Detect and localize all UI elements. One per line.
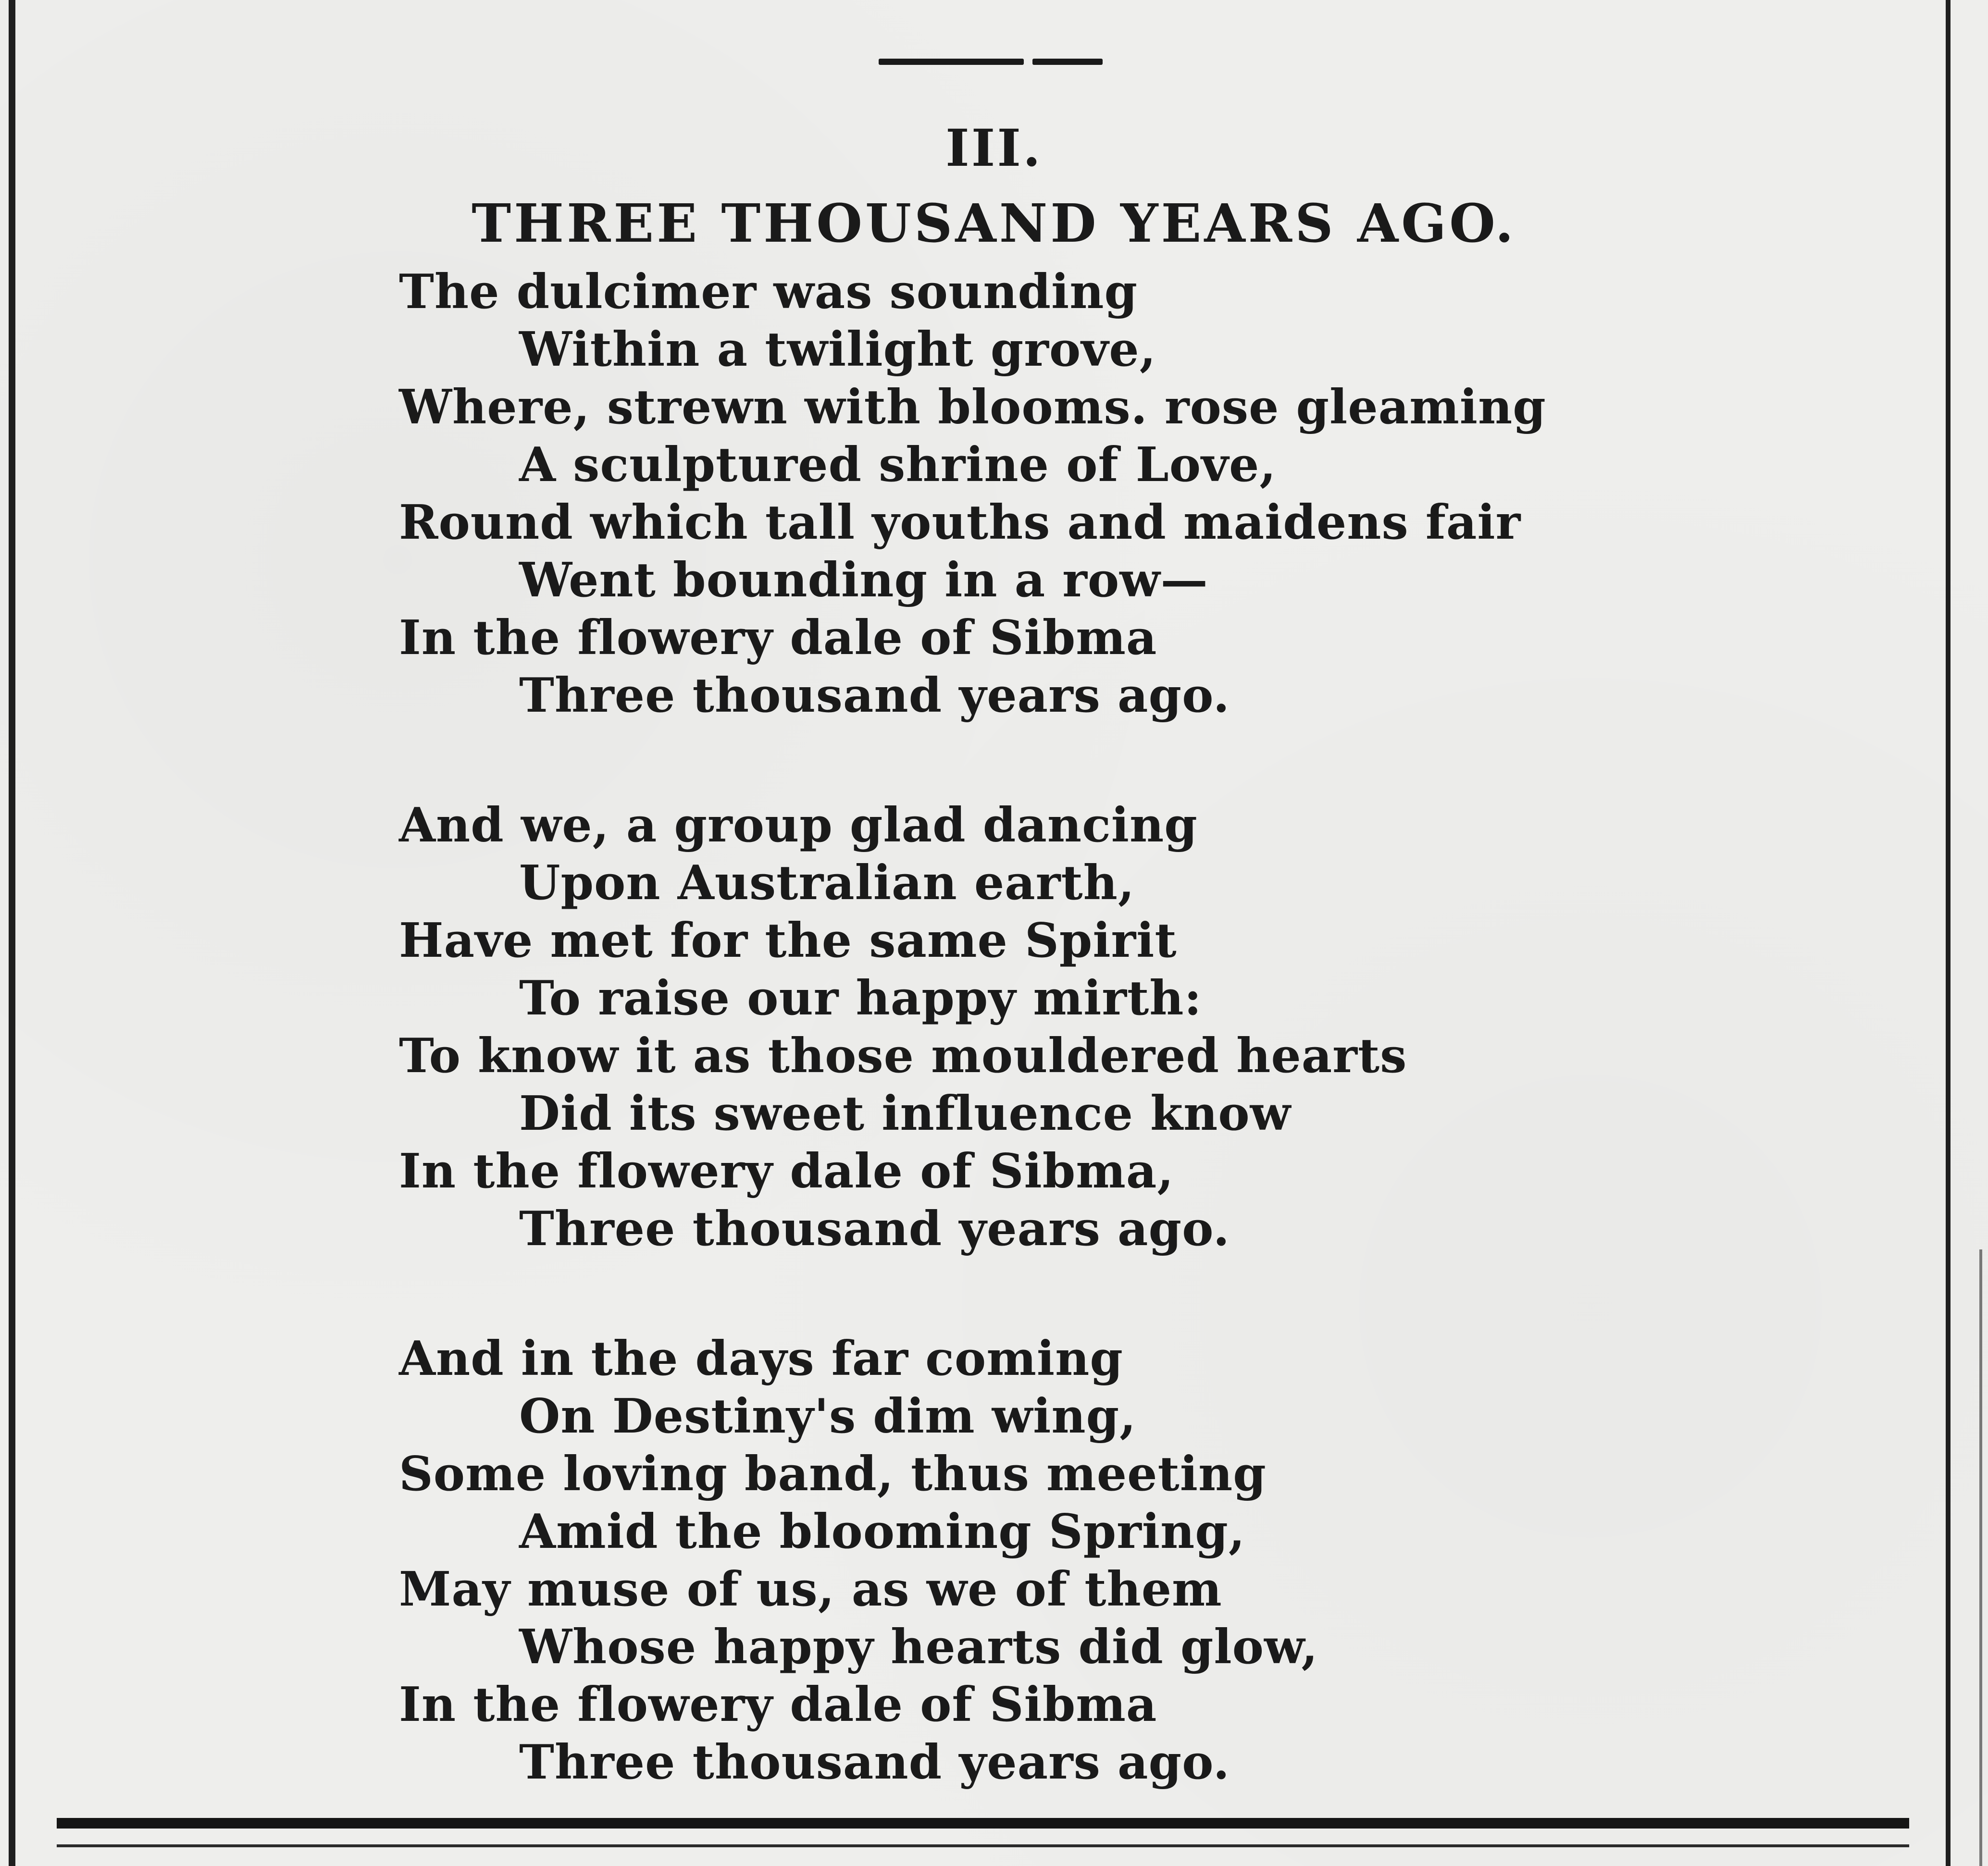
poem-line: A sculptured shrine of Love, [519, 437, 1277, 493]
poem-line: On Destiny's dim wing, [519, 1389, 1137, 1444]
poem-line: To know it as those mouldered hearts [399, 1028, 1407, 1084]
right-column-rule [1946, 0, 1951, 1866]
poem-line: In the flowery dale of Sibma [399, 1677, 1157, 1732]
stanza-1 [399, 263, 1865, 725]
poem-line: In the flowery dale of Sibma, [399, 1144, 1174, 1199]
poem-line: Three thousand years ago. [519, 1735, 1230, 1790]
poem-line: Went bounding in a row— [519, 553, 1208, 608]
poem-line: Have met for the same Spirit [399, 913, 1177, 968]
poem-line: Three thousand years ago. [519, 1201, 1230, 1257]
top-ornament-dash-short [1032, 59, 1103, 65]
bottom-thick-rule [57, 1818, 1909, 1829]
poem-body [399, 263, 1865, 1864]
poem-line: Amid the blooming Spring, [519, 1504, 1245, 1559]
poem-line: The dulcimer was sounding [399, 264, 1138, 320]
left-column-rule [9, 0, 15, 1866]
poem-line: To raise our happy mirth: [519, 971, 1202, 1026]
poem-line: Some loving band, thus meeting [399, 1446, 1267, 1502]
stanza-3 [399, 1330, 1865, 1792]
poem-line: Did its sweet influence know [519, 1086, 1292, 1141]
poem-line: In the flowery dale of Sibma [399, 610, 1157, 666]
poem-line: Within a twilight grove, [519, 322, 1156, 377]
poem-line: Where, strewn with blooms. rose gleaming [399, 380, 1546, 435]
section-numeral: III. [945, 118, 1043, 178]
poem-line: Upon Australian earth, [519, 855, 1135, 911]
poem-line: And in the days far coming [399, 1331, 1123, 1386]
poem-line: May muse of us, as we of them [399, 1562, 1222, 1617]
bottom-thin-rule [57, 1844, 1909, 1847]
poem-title: THREE THOUSAND YEARS AGO. [472, 192, 1516, 254]
poem-line: Round which tall youths and maidens fair [399, 495, 1521, 550]
poem-line: Whose happy hearts did glow, [519, 1619, 1318, 1675]
right-edge-rule [1979, 1249, 1982, 1866]
top-ornament-dash [879, 59, 1024, 65]
poem-line: And we, a group glad dancing [399, 798, 1198, 853]
poem-line: Three thousand years ago. [519, 668, 1230, 723]
stanza-2 [399, 797, 1865, 1258]
